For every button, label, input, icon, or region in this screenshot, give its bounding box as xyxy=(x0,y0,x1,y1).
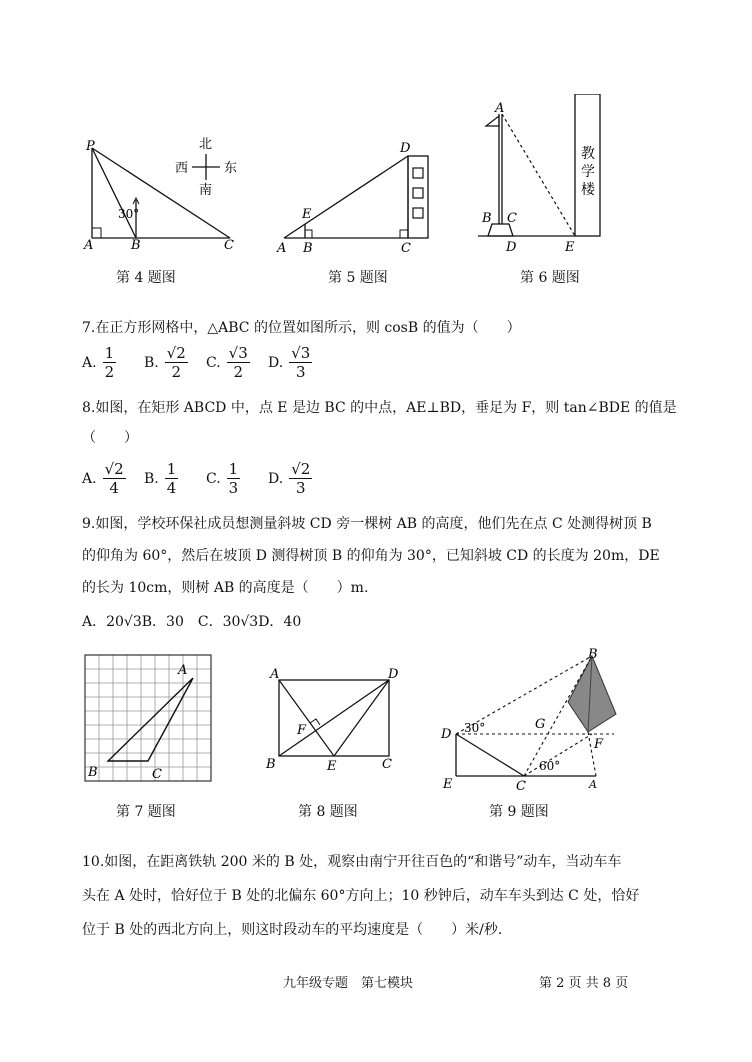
fig6-label-c: C xyxy=(507,211,517,226)
q7-opt-d-num: √3 xyxy=(291,344,311,362)
q8-opt-b-letter: B. xyxy=(144,470,159,487)
q10-line3: 位于 B 处的西北方向上，则这时段动车的平均速度是（ ）米/秒. xyxy=(82,922,503,938)
q8-opt-b-num: 1 xyxy=(166,460,177,478)
figure-6 xyxy=(478,94,608,254)
fig8-caption: 第 8 题图 xyxy=(298,804,358,820)
fig9-label-g: G xyxy=(535,717,546,732)
fig9-angle-60: 60° xyxy=(539,759,561,773)
q7-options xyxy=(82,344,382,386)
fig8-label-d: D xyxy=(388,667,399,682)
fig7-label-a: A xyxy=(178,663,188,678)
figure-7 xyxy=(80,650,216,788)
q9-line2: 的仰角为 60°，然后在坡顶 D 测得树顶 B 的仰角为 30°，已知斜坡 CD 的长度为 20m，DE xyxy=(82,548,660,564)
fig6-caption: 第 6 题图 xyxy=(520,270,580,286)
fig7-label-b: B xyxy=(88,765,98,780)
q8-opt-b-den: 4 xyxy=(166,479,177,497)
fig9-label-f: F xyxy=(594,737,604,752)
q7-opt-d-den: 3 xyxy=(295,363,306,381)
fig8-label-a: A xyxy=(270,667,280,682)
q8-opt-d-letter: D. xyxy=(268,470,284,487)
fig9-label-d: D xyxy=(441,727,452,742)
fig6-label-d: D xyxy=(506,240,517,254)
fig5-label-a: A xyxy=(277,241,287,256)
fig7-label-c: C xyxy=(152,767,162,782)
compass-east: 东 xyxy=(224,161,238,176)
fig5-label-c: C xyxy=(401,241,411,256)
fig4-label-c: C xyxy=(224,238,234,253)
compass-south: 南 xyxy=(199,183,213,198)
q7-opt-b-letter: B. xyxy=(144,354,159,371)
compass-west: 西 xyxy=(175,161,189,176)
q7-opt-c-letter: C. xyxy=(206,354,221,371)
q7-opt-b-num: √2 xyxy=(166,344,186,362)
fig9-label-b: B xyxy=(588,647,598,662)
q8-line2: （ ） xyxy=(82,430,138,446)
figure-9 xyxy=(436,644,636,792)
fig9-label-a: A xyxy=(589,778,597,791)
q7-opt-d-letter: D. xyxy=(268,354,284,371)
fig4-angle-label: 30° xyxy=(118,207,140,221)
fig5-label-d: D xyxy=(400,141,411,156)
figure-8 xyxy=(264,664,410,776)
q7-opt-a-den: 2 xyxy=(104,363,115,381)
q7-opt-a-letter: A. xyxy=(82,354,97,371)
building-char-3: 楼 xyxy=(581,182,595,198)
fig9-label-e: E xyxy=(443,777,453,792)
fig4-label-a: A xyxy=(84,238,94,253)
fig8-label-e: E xyxy=(327,759,337,774)
q8-opt-c-letter: C. xyxy=(206,470,221,487)
q9-line3: 的长为 10cm，则树 AB 的高度是（ ）m. xyxy=(82,580,369,596)
q8-opt-a-den: 4 xyxy=(109,479,119,497)
q8-options xyxy=(82,460,382,502)
q10-line1: 10.如图，在距离铁轨 200 米的 B 处，观察由南宁开往百色的“和谐号”动车，当动车车 xyxy=(82,854,622,870)
fig6-label-a: A xyxy=(495,101,505,116)
fig6-label-e: E xyxy=(565,240,575,254)
fig8-label-b: B xyxy=(266,757,276,772)
fig6-label-b: B xyxy=(482,211,492,226)
q9-options: A．20√3B．30 C．30√3D．40 xyxy=(82,614,302,630)
q7-opt-a-num: 1 xyxy=(104,344,115,362)
q7-opt-b-den: 2 xyxy=(171,363,182,381)
q7-text: 7.在正方形网格中，△ABC 的位置如图所示，则 cosB 的值为（ ） xyxy=(82,320,521,336)
compass-north: 北 xyxy=(199,137,213,152)
figure-4 xyxy=(78,134,254,254)
footer-page-number: 第 2 页 共 8 页 xyxy=(539,976,629,991)
q9-line1: 9.如图，学校环保社成员想测量斜坡 CD 旁一棵树 AB 的高度，他们先在点 C 处测得树顶 B xyxy=(82,516,652,532)
fig7-caption: 第 7 题图 xyxy=(116,804,176,820)
q7-opt-c-num: √3 xyxy=(228,344,248,362)
footer-module: 九年级专题 第七模块 xyxy=(283,976,414,991)
q8-opt-a-num: √2 xyxy=(104,460,124,478)
q8-opt-a-letter: A. xyxy=(82,470,97,487)
building-char-2: 学 xyxy=(581,164,595,180)
building-char-1: 教 xyxy=(581,146,595,162)
fig9-caption: 第 9 题图 xyxy=(489,804,549,820)
fig5-label-b: B xyxy=(303,241,313,256)
q7-opt-c-den: 2 xyxy=(233,363,243,381)
q10-line2: 头在 A 处时，恰好位于 B 处的北偏东 60°方向上；10 秒钟后，动车车头到达 C 处，恰好 xyxy=(82,888,640,904)
q8-line1: 8.如图，在矩形 ABCD 中，点 E 是边 BC 的中点，AE⊥BD，垂足为 F，则 tan∠BDE 的值是 xyxy=(82,400,677,416)
q8-opt-d-den: 3 xyxy=(295,479,306,497)
fig4-caption: 第 4 题图 xyxy=(116,270,176,286)
fig8-label-f: F xyxy=(297,723,307,738)
fig5-caption: 第 5 题图 xyxy=(328,270,388,286)
fig9-label-c: C xyxy=(516,779,526,792)
fig4-label-b: B xyxy=(131,238,141,253)
figure-5 xyxy=(276,136,436,256)
fig8-label-c: C xyxy=(382,757,392,772)
fig9-angle-30: 30° xyxy=(464,721,486,735)
q8-opt-c-den: 3 xyxy=(228,479,239,497)
q8-opt-c-num: 1 xyxy=(228,460,239,478)
fig4-label-p: P xyxy=(86,139,95,154)
q8-opt-d-num: √2 xyxy=(291,460,311,478)
fig5-label-e: E xyxy=(302,207,312,222)
